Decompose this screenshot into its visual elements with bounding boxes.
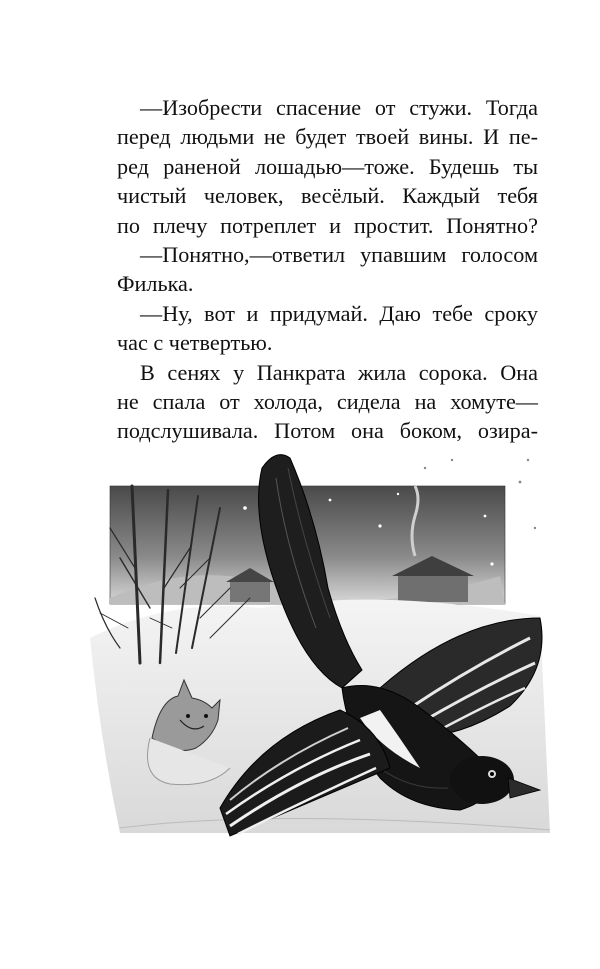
magpie-illustration	[80, 438, 560, 856]
text-line: чистый человек, весёлый. Каждый тебя	[117, 183, 538, 209]
text-line: перед людьми не будет твоей вины. И пе-	[117, 124, 538, 150]
text-line: ред раненой лошадью—тоже. Будешь ты	[117, 153, 538, 179]
page-text	[117, 93, 538, 446]
text-line: подслушивала. Потом она боком, озира-	[117, 418, 538, 444]
text-line: по плечу потреплет и простит. Понятно?	[117, 212, 538, 238]
text-line: В сенях у Панкрата жила сорока. Она	[140, 359, 538, 385]
text-line: —Ну, вот и придумай. Даю тебе сроку	[140, 300, 538, 326]
text-line: час с четвертью.	[117, 330, 273, 356]
text-line: Филька.	[117, 271, 194, 297]
text-line: —Изобрести спасение от стужи. Тогда	[140, 95, 538, 120]
text-line: не спала от холода, сидела на хомуте—	[117, 388, 538, 414]
text-line: —Понятно,—ответил упавшим голосом	[140, 241, 538, 267]
